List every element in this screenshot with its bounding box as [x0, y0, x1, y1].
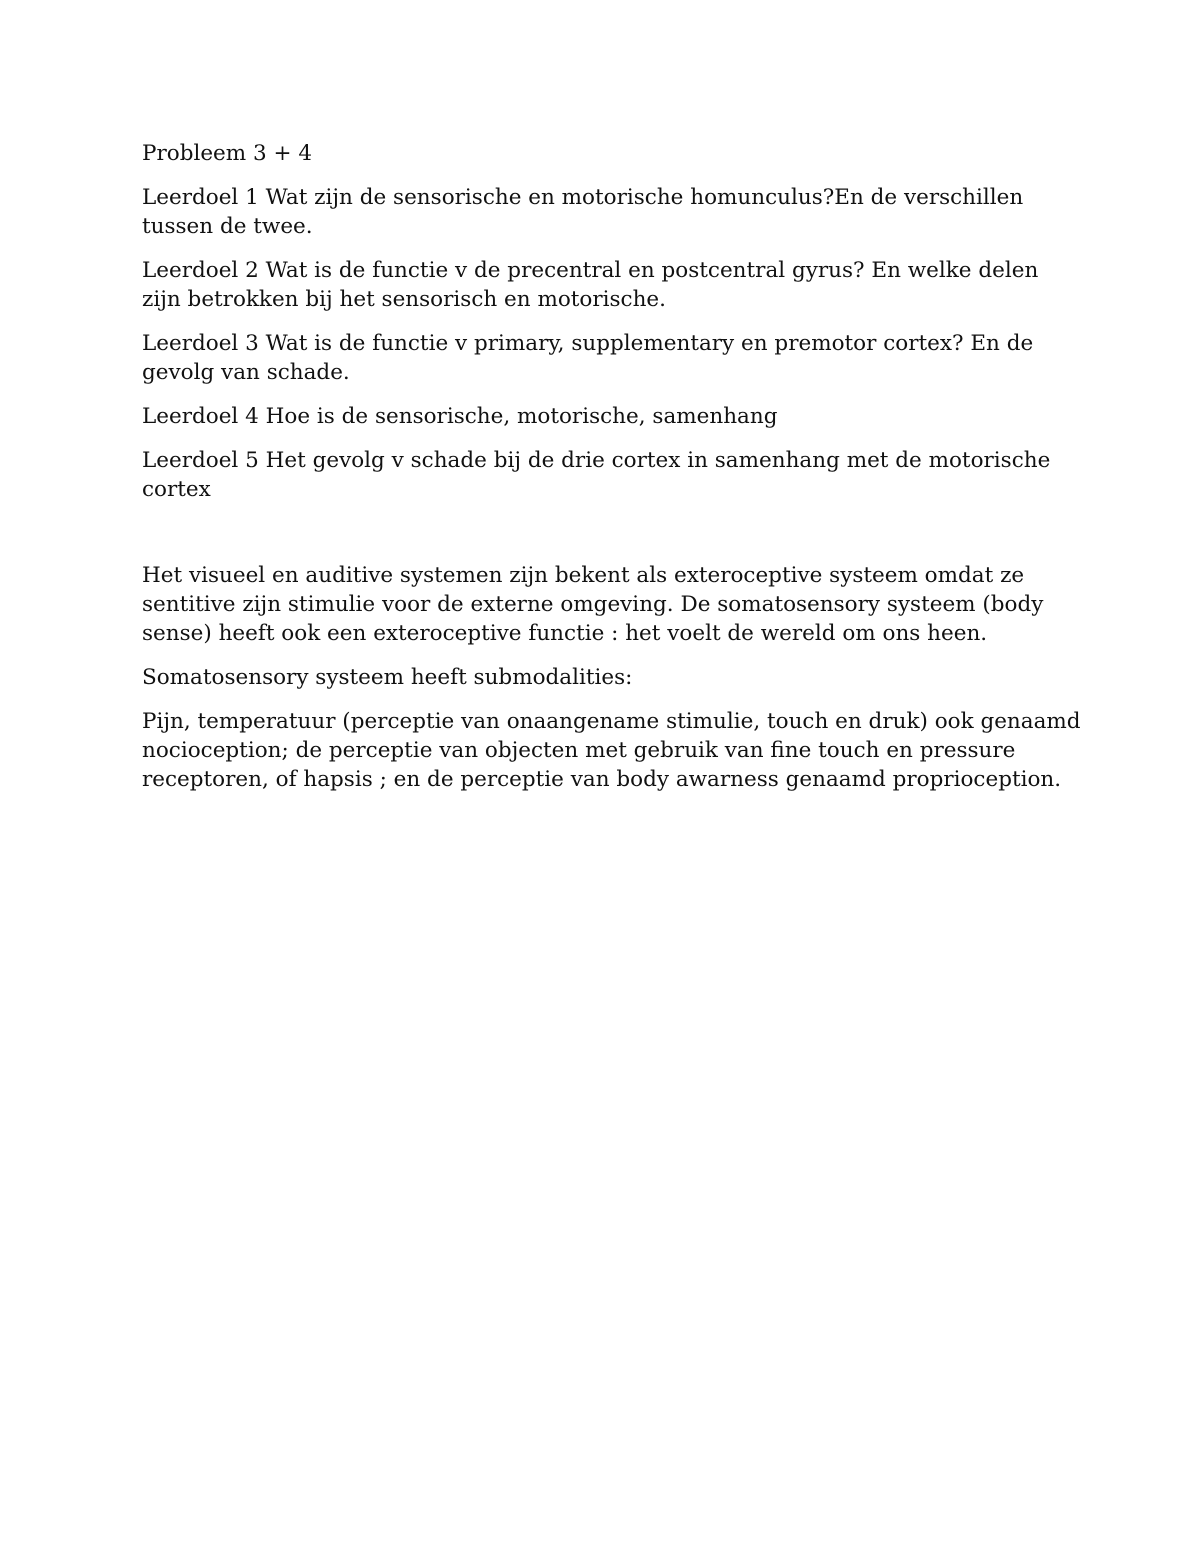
learning-goal-5: Leerdoel 5 Het gevolg v schade bij de drie cortex in samenhang met de motorische cortex [142, 448, 1051, 502]
document-title: Probleem 3 + 4 [142, 141, 313, 166]
body-paragraph-submodalities: Somatosensory systeem heeft submodalities: [142, 665, 633, 690]
learning-goal-2: Leerdoel 2 Wat is de functie v de precentral en postcentral gyrus? En welke delen zijn betrokken bij het sensorisch en motorische. [142, 258, 1039, 312]
learning-goal-4: Leerdoel 4 Hoe is de sensorische, motorische, samenhang [142, 404, 778, 429]
body-paragraph-exteroceptive: Het visueel en auditive systemen zijn bekent als exteroceptive systeem omdat ze sentitive zijn stimulie voor de externe omgeving. De somatosensory systeem (body sense) heeft ook een exteroceptive functie : het voelt de wereld om ons heen. [142, 563, 1044, 646]
paragraph-spacer [142, 519, 1082, 561]
document-content [142, 139, 1082, 809]
body-paragraph-perception: Pijn, temperatuur (perceptie van onaangename stimulie, touch en druk) ook genaamd nocioception; de perceptie van objecten met gebruik van fine touch en pressure receptoren, of hapsis ; en de perceptie van body awarness genaamd proprioception. [142, 709, 1081, 792]
learning-goal-3: Leerdoel 3 Wat is de functie v primary, supplementary en premotor cortex? En de gevolg van schade. [142, 331, 1034, 385]
learning-goal-1: Leerdoel 1 Wat zijn de sensorische en motorische homunculus?En de verschillen tussen de twee. [142, 185, 1024, 239]
